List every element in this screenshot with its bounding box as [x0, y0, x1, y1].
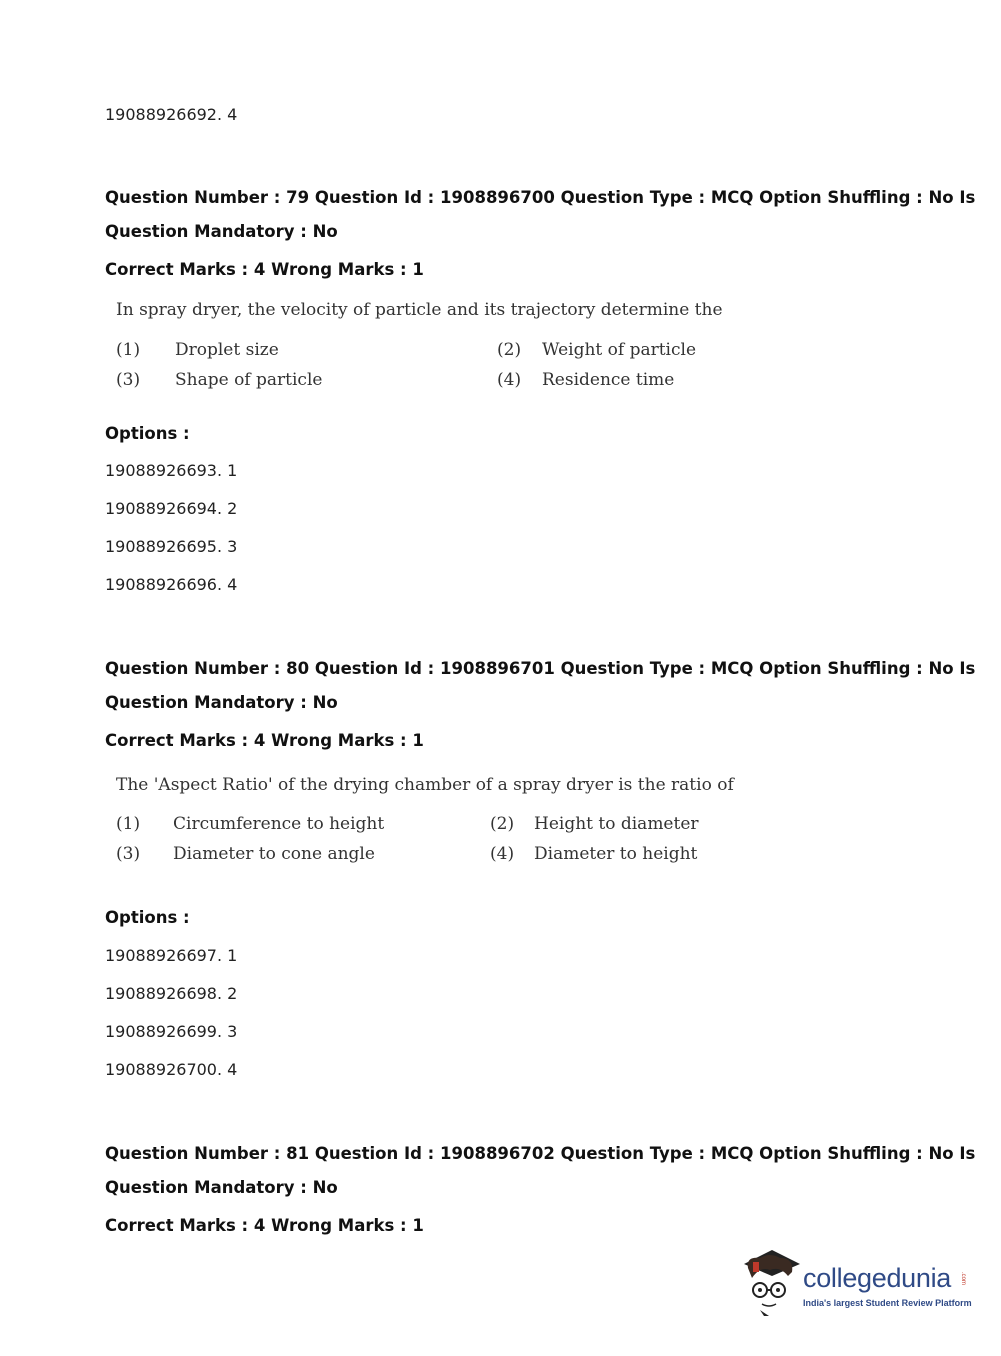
logo-wordmark: collegedunia [803, 1263, 952, 1293]
option-item: 19088926698. 2 [105, 984, 238, 1003]
question-marks: Correct Marks : 4 Wrong Marks : 1 [105, 260, 424, 279]
question-header-cont: Question Mandatory : No [105, 1178, 338, 1197]
question-header-cont: Question Mandatory : No [105, 222, 338, 241]
choice-number: (3) [116, 370, 141, 390]
choice-label: Droplet size [175, 340, 279, 360]
option-item: 19088926692. 4 [105, 105, 238, 124]
question-marks: Correct Marks : 4 Wrong Marks : 1 [105, 731, 424, 750]
option-item: 19088926699. 3 [105, 1022, 238, 1041]
choice-number: (1) [116, 814, 141, 834]
choice-label: Diameter to height [534, 844, 698, 864]
choice-label: Shape of particle [175, 370, 323, 390]
question-header: Question Number : 80 Question Id : 1908896701 Question Type : MCQ Option Shuffling : No Is [105, 659, 976, 678]
choice-number: (3) [116, 844, 141, 864]
choice-number: (2) [490, 814, 515, 834]
logo-domain: .com [960, 1272, 966, 1286]
choice-number: (1) [116, 340, 141, 360]
options-label: Options : [105, 424, 190, 443]
option-item: 19088926693. 1 [105, 461, 238, 480]
question-header-cont: Question Mandatory : No [105, 693, 338, 712]
option-item: 19088926696. 4 [105, 575, 238, 594]
choice-label: Diameter to cone angle [173, 844, 375, 864]
option-item: 19088926697. 1 [105, 946, 238, 965]
choice-number: (2) [497, 340, 522, 360]
choice-label: Weight of particle [542, 340, 697, 360]
question-text: The 'Aspect Ratio' of the drying chamber of a spray dryer is the ratio of [116, 775, 734, 795]
choice-label: Height to diameter [534, 814, 699, 834]
option-item: 19088926694. 2 [105, 499, 238, 518]
question-header: Question Number : 79 Question Id : 1908896700 Question Type : MCQ Option Shuffling : No Is [105, 188, 976, 207]
question-header: Question Number : 81 Question Id : 1908896702 Question Type : MCQ Option Shuffling : No Is [105, 1144, 976, 1163]
choice-number: (4) [490, 844, 515, 864]
question-text: In spray dryer, the velocity of particle and its trajectory determine the [116, 300, 723, 320]
choice-number: (4) [497, 370, 522, 390]
option-item: 19088926695. 3 [105, 537, 238, 556]
mascot-icon [740, 1246, 802, 1318]
options-label: Options : [105, 908, 190, 927]
choice-label: Circumference to height [173, 814, 385, 834]
question-marks: Correct Marks : 4 Wrong Marks : 1 [105, 1216, 424, 1235]
option-item: 19088926700. 4 [105, 1060, 238, 1079]
logo-tagline: India's largest Student Review Platform [803, 1298, 972, 1308]
choice-label: Residence time [542, 370, 675, 390]
